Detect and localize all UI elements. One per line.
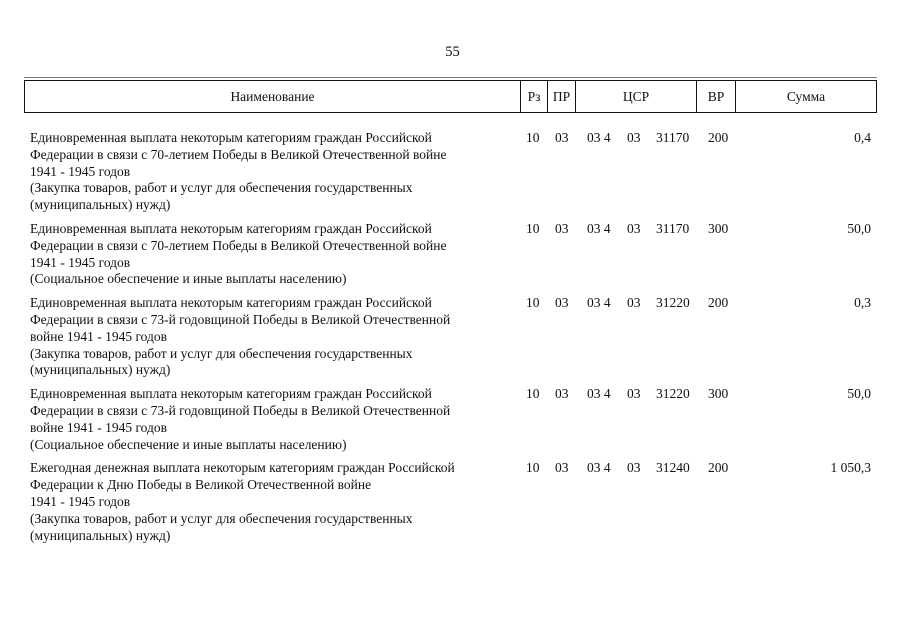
row-name-line: (муниципальных) нужд) [30, 362, 171, 378]
row-name-line: 1941 - 1945 годов [30, 163, 131, 179]
row-rz: 10 [526, 220, 540, 236]
row-name-line: 1941 - 1945 годов [30, 254, 131, 270]
row-name-line: (муниципальных) нужд) [30, 527, 171, 543]
row-name [24, 386, 518, 453]
row-csr-subprogram: 03 [627, 220, 641, 236]
row-pr: 03 [555, 130, 569, 145]
row-vr: 300 [708, 386, 729, 402]
row-csr-code: 31240 [656, 460, 690, 476]
row-name [24, 130, 518, 214]
row-sum: 1 050,3 [830, 460, 871, 476]
page-number: 55 [445, 44, 460, 60]
row-name-line: Федерации в связи с 73-й годовщиной Победы в Великой Отечественной [30, 402, 451, 418]
row-rz: 10 [526, 460, 540, 476]
row-name-line: (Социальное обеспечение и иные выплаты населению) [30, 271, 347, 287]
row-name-line: (Закупка товаров, работ и услуг для обеспечения государственных [30, 180, 413, 196]
table-row [24, 221, 877, 288]
table-row [24, 295, 877, 379]
row-name-line: Федерации в связи с 73-й годовщиной Победы в Великой Отечественной [30, 311, 451, 327]
row-name-line: (Закупка товаров, работ и услуг для обеспечения государственных [30, 345, 413, 361]
row-name-line: 1941 - 1945 годов [30, 493, 131, 509]
row-rz: 10 [526, 130, 540, 145]
row-csr-program: 03 4 [587, 460, 611, 476]
row-sum: 0,3 [854, 295, 871, 311]
row-name [24, 221, 518, 288]
row-csr-program: 03 4 [587, 295, 611, 311]
header-sum: Сумма [786, 88, 826, 104]
row-name-line: Единовременная выплата некоторым категориям граждан Российской [30, 295, 432, 311]
row-name-line: (Социальное обеспечение и иные выплаты населению) [30, 436, 347, 452]
row-name [24, 460, 518, 544]
row-csr-subprogram: 03 [627, 460, 641, 476]
row-name-line: Ежегодная денежная выплата некоторым категориям граждан Российской [30, 460, 455, 476]
row-vr: 200 [708, 130, 729, 145]
row-csr-subprogram: 03 [627, 386, 641, 402]
table-row [24, 386, 877, 453]
header-vr: ВР [697, 81, 736, 112]
row-sum: 50,0 [847, 386, 871, 402]
row-name-line: Федерации к Дню Победы в Великой Отечественной войне [30, 477, 372, 493]
row-vr: 300 [708, 220, 729, 236]
row-name-line: Федерации в связи с 70-летием Победы в Великой Отечественной войне [30, 237, 447, 253]
header-pr: ПР [548, 81, 576, 112]
row-csr-code: 31220 [656, 295, 690, 311]
row-pr: 03 [555, 460, 569, 476]
row-pr: 03 [555, 386, 569, 402]
header-top-rule [24, 77, 877, 78]
row-vr: 200 [708, 295, 729, 311]
row-name-line: войне 1941 - 1945 годов [30, 328, 168, 344]
row-csr-program: 03 4 [587, 220, 611, 236]
row-sum: 50,0 [847, 220, 871, 236]
table-body [24, 130, 877, 551]
row-sum: 0,4 [854, 130, 871, 145]
row-pr: 03 [555, 295, 569, 311]
table-row [24, 130, 877, 214]
row-name-line: войне 1941 - 1945 годов [30, 419, 168, 435]
row-name-line: Единовременная выплата некоторым категориям граждан Российской [30, 220, 432, 236]
row-csr-program: 03 4 [587, 130, 611, 145]
row-pr: 03 [555, 220, 569, 236]
row-name-line: Единовременная выплата некоторым категориям граждан Российской [30, 130, 432, 145]
header-rz: Рз [521, 81, 548, 112]
row-vr: 200 [708, 460, 729, 476]
table-header [24, 80, 877, 113]
row-rz: 10 [526, 386, 540, 402]
row-csr-program: 03 4 [587, 386, 611, 402]
row-rz: 10 [526, 295, 540, 311]
row-name [24, 295, 518, 379]
row-name-line: (Закупка товаров, работ и услуг для обеспечения государственных [30, 510, 413, 526]
row-name-line: (муниципальных) нужд) [30, 197, 171, 213]
row-name-line: Федерации в связи с 70-летием Победы в Великой Отечественной войне [30, 146, 447, 162]
row-name-line: Единовременная выплата некоторым категориям граждан Российской [30, 386, 432, 402]
row-csr-subprogram: 03 [627, 295, 641, 311]
header-csr: ЦСР [576, 81, 697, 112]
table-row [24, 460, 877, 544]
row-csr-code: 31220 [656, 386, 690, 402]
row-csr-code: 31170 [656, 220, 690, 236]
header-name: Наименование [25, 81, 521, 112]
row-csr-code: 31170 [656, 130, 690, 145]
row-csr-subprogram: 03 [627, 130, 641, 145]
